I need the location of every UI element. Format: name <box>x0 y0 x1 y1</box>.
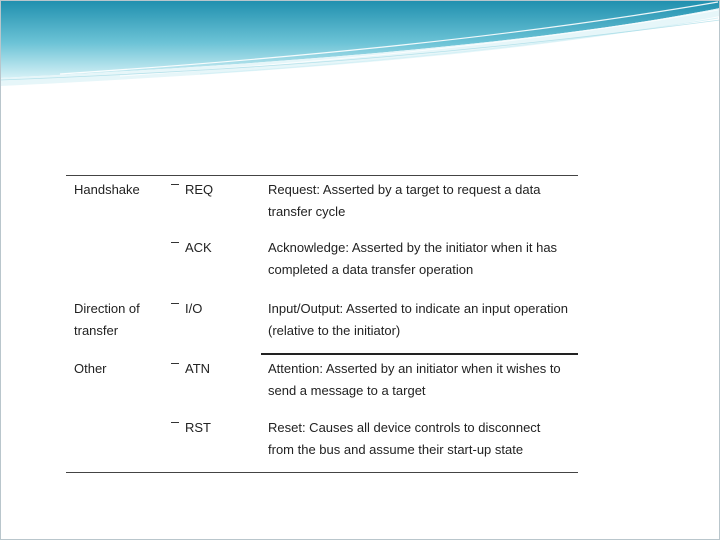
table-bottom-rule <box>66 472 578 473</box>
overbar-icon <box>171 303 179 304</box>
category-other: Other <box>74 361 107 376</box>
category-direction-of-transfer: Direction of transfer <box>74 301 140 338</box>
overbar-icon <box>171 363 179 364</box>
signal-name: ACK <box>185 240 212 255</box>
overbar-icon <box>171 422 179 423</box>
signal-io <box>171 298 202 320</box>
signal-req <box>171 179 213 201</box>
signal-description: Attention: Asserted by an initiator when it wishes to send a message to a target <box>268 361 561 398</box>
signal-name: ATN <box>185 361 211 376</box>
signal-ack <box>171 237 212 259</box>
category-handshake: Handshake <box>74 182 140 197</box>
signal-name: REQ <box>185 182 214 197</box>
signal-description: Reset: Causes all device controls to disconnect from the bus and assume their start-up state <box>268 420 541 457</box>
overbar-icon <box>171 242 179 243</box>
signal-name: RST <box>185 420 211 435</box>
slide-header-decoration <box>0 0 720 90</box>
signal-description: Input/Output: Asserted to indicate an input operation (relative to the initiator) <box>268 301 568 338</box>
table-top-rule <box>66 175 578 176</box>
signal-description: Request: Asserted by a target to request a data transfer cycle <box>268 182 541 219</box>
signal-rst <box>171 417 211 439</box>
overbar-icon <box>171 184 179 185</box>
signal-atn <box>171 358 210 380</box>
signal-name: I/O <box>185 301 203 316</box>
row-divider <box>261 353 578 355</box>
signal-description: Acknowledge: Asserted by the initiator when it has completed a data transfer operation <box>268 240 558 277</box>
